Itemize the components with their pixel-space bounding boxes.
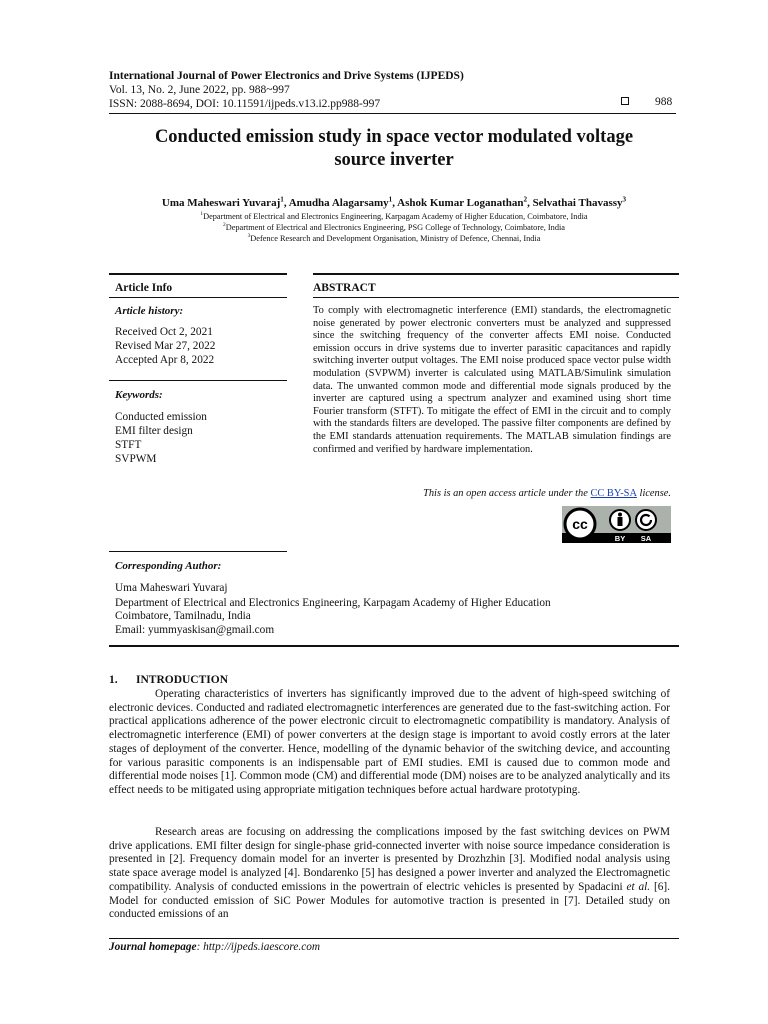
abstract-rule: [313, 297, 679, 298]
open-access-note: This is an open access article under the CC BY-SA license.: [423, 488, 671, 499]
abstract-heading: ABSTRACT: [313, 282, 376, 294]
keyword-item: SVPWM: [115, 453, 157, 465]
affiliation-text: Department of Electrical and Electronics Engineering, Karpagam Academy of Higher Education, Coimbatore, India: [203, 212, 588, 221]
page-box-icon: [621, 97, 629, 105]
abstract-top-rule: [313, 273, 679, 275]
author-affiliation-mark: 2: [523, 195, 528, 204]
article-history-label: Article history:: [115, 305, 184, 317]
author-affiliation-mark: 1: [280, 195, 284, 204]
footer-rule: [109, 938, 679, 939]
keyword-item: EMI filter design: [115, 425, 193, 437]
affiliation-number: 1: [200, 211, 204, 218]
volume-info: Vol. 13, No. 2, June 2022, pp. 988~997: [109, 84, 290, 96]
affiliation-number: 2: [223, 222, 226, 229]
affiliation-line: [109, 233, 679, 244]
author-name: Uma Maheswari Yuvaraj: [161, 197, 281, 209]
corresponding-dept: Department of Electrical and Electronics Engineering, Karpagam Academy of Higher Education: [115, 597, 551, 609]
author-affiliation-mark: 1: [388, 195, 393, 204]
corresponding-city: Coimbatore, Tamilnadu, India: [115, 610, 251, 622]
corresponding-email: Email: yummyaskisan@gmail.com: [115, 624, 275, 636]
cc-license-link[interactable]: CC BY-SA: [590, 488, 637, 499]
affiliation-line: [109, 222, 679, 233]
section-number: 1.: [109, 674, 118, 686]
keyword-item: STFT: [115, 439, 142, 451]
abstract-text: To comply with electromagnetic interference (EMI) standards, the electromagnetic noise generated by power electronic converters must be analyzed and suppressed since the switching frequency of the converter affects EMI noise. Conducted emission occurs in drive systems due to inverter parasitic capacitances and rapidly switching inverter output voltages. The EMI noise produced space vector pulse width modulation (SVPWM) inverter is calculated using MATLAB/Simulink simulation data. The unwanted common mode and differential mode signals produced by the inverter are captured using a spectrum analyzer and examined using short time Fourier transform (STFT). To mitigate the effect of EMI in the circuit and to comply with the standards filters are developed. The passive filter components are defined by the EMI standards attenuation requirements. The MATLAB simulation findings are confirmed and verified by hardware implementation.: [313, 305, 671, 455]
affiliation-text: Defence Research and Development Organisation, Ministry of Defence, Chennai, India: [250, 234, 541, 243]
keywords-label: Keywords:: [115, 389, 163, 401]
article-info-top-rule: [109, 273, 287, 275]
affiliation-number: 3: [247, 233, 251, 240]
author-affiliation-mark: 3: [622, 195, 627, 204]
title-line-2: source inverter: [334, 150, 454, 170]
paper-title: [109, 126, 679, 172]
page-number: 988: [655, 96, 673, 108]
journal-name: International Journal of Power Electronics and Drive Systems (IJPEDS): [109, 70, 464, 82]
author-name: Selvathai Thavassy: [532, 197, 623, 209]
author-name: Ashok Kumar Loganathan: [397, 197, 524, 209]
accepted-date: Accepted Apr 8, 2022: [115, 354, 215, 366]
title-line-1: Conducted emission study in space vector modulated voltage: [154, 127, 634, 147]
intro-paragraph-1: Operating characteristics of inverters has significantly improved due to the advent of high-speed switching of electronic devices. Conducted and radiated electromagnetic interferences are generated due to the fast-switching action. For practical applications adherence of the power electronic circuit to electromagnetic compatibility is mandatory. Analysis of electromagnetic interference (EMI) of power converters at the design stage is important to avoid costly errors at the later stages of deployment of the converter. Hence, modelling of the dynamic behavior of the switching device, and accounting for various parasitic components is an indispensable part of EMI studies. EMI is caused due to common mode and differential mode noises [1]. Common mode (CM) and differential mode (DM) noises are to be analyzed analytically and its effect needs to be mitigated using appropriate mitigation techniques before actual hardware prototyping.: [109, 688, 670, 796]
section-heading: INTRODUCTION: [136, 674, 229, 686]
corresponding-name: Uma Maheswari Yuvaraj: [115, 582, 228, 594]
journal-homepage: Journal homepage: http://ijpeds.iaescore.com: [109, 941, 321, 953]
section-divider: [109, 645, 679, 647]
corresponding-rule: [109, 551, 287, 552]
cc-by-text: BY: [614, 534, 626, 543]
article-info-rule: [109, 297, 287, 298]
article-info-heading: Article Info: [115, 282, 173, 294]
cc-by-sa-logo-icon[interactable]: [562, 506, 671, 543]
author-name: Amudha Alagarsamy: [288, 197, 389, 209]
svg-text:cc: cc: [572, 516, 588, 532]
keywords-rule: [109, 380, 287, 381]
revised-date: Revised Mar 27, 2022: [115, 340, 216, 352]
affiliations: [109, 211, 679, 244]
corresponding-label: Corresponding Author:: [115, 560, 222, 572]
issn-doi: ISSN: 2088-8694, DOI: 10.11591/ijpeds.v13.i2.pp988-997: [109, 98, 381, 110]
received-date: Received Oct 2, 2021: [115, 326, 213, 338]
affiliation-text: Department of Electrical and Electronics Engineering, PSG College of Technology, Coimbatore, India: [225, 223, 565, 232]
keyword-item: Conducted emission: [115, 411, 207, 423]
cc-sa-text: SA: [640, 534, 652, 543]
affiliation-line: [109, 211, 679, 222]
header-rule: [109, 113, 676, 114]
intro-paragraph-2: Research areas are focusing on addressing the complications imposed by the fast switching devices on PWM drive applications. EMI filter design for single-phase grid-connected inverter with noise source impedance consideration is presented in [2]. Frequency domain model for an inverter is presented by Drozhzhin [3]. Modified nodal analysis using state space average model is analyzed [4]. Bondarenko [5] has designed a power inverter and analyzed the Electromagnetic compatibility. Analysis of conducted emissions in the powertrain of electric vehicles is presented by Spadacini et al. [6]. Model for conducted emission of SiC Power Modules for automotive traction is presented in [7]. Detailed study on conducted emissions of an: [109, 826, 671, 921]
author-list: Uma Maheswari Yuvaraj$^1$, Amudha Alagarsamy$^1$, Ashok Kumar Loganathan$^2$, Selvathai Thavassy$^3$: [161, 195, 627, 209]
